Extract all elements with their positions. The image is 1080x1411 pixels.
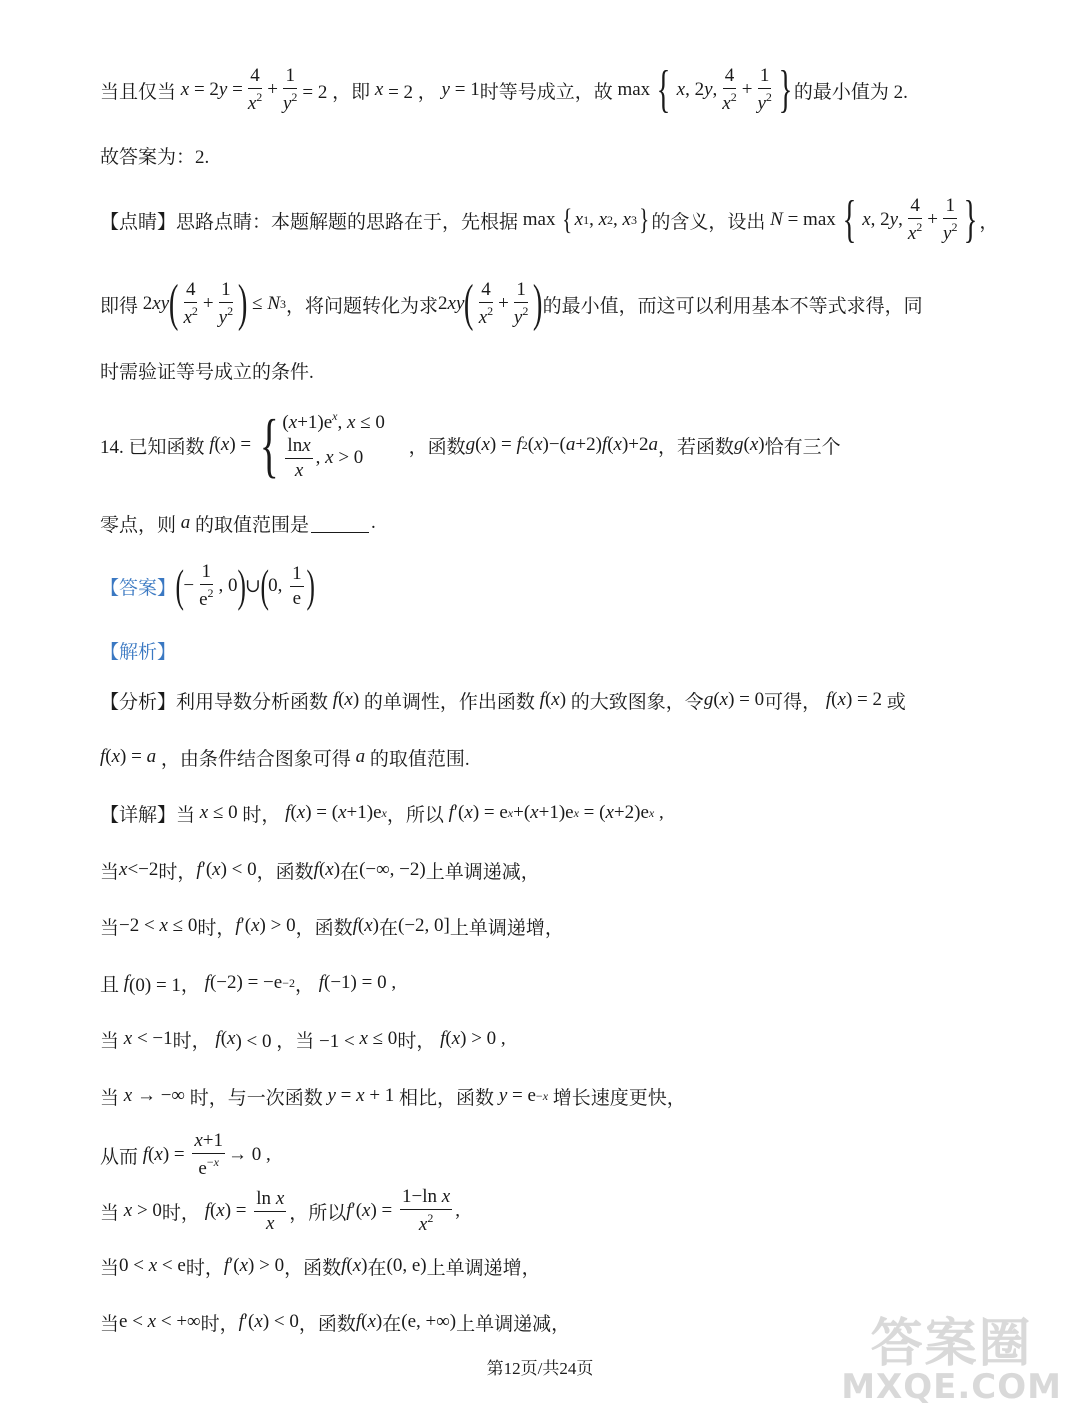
detail-line-3: 当 −2 < x ≤ 0 时， f ′( x ) > 0 ，函数 f ( x ) 在 (−2, 0] 上单调递增，: [100, 915, 564, 939]
line-4: 即得 2 xy ( $\frac{4}{x^2}$ + $\frac{1}{y^2}$ ) ≤ N 3 ，将问题转化为求 2 xy ( $\frac{4}{x^2}$ + $\frac{1}{y^2}$ ) 的最小值，而这可以利用基本不等式求得，同: [100, 275, 923, 332]
watermark-logo: 答案圈 MXQE.COM: [841, 1314, 1062, 1407]
line-3: 【点睛】 思路点睛：本题解题的思路在于，先根据 max { x 1 , x 2 , x 3 } 的含义，设出 N = max { x , 2 y , $\frac{4}{x^2}$ + $\frac{1}{y^2}$ } ，: [100, 191, 999, 248]
analysis-line-1: 【分析】 利用导数分析函数 f ( x ) 的单调性，作出函数 f ( x ) 的大致图象，令 g ( x ) = 0 可得， f ( x ) = 2 或: [100, 689, 906, 713]
detail-line-5: 当 x < −1 时， f ( x ) < 0 ，当 −1 < x ≤ 0 时， f ( x ) > 0 ,: [100, 1028, 506, 1052]
jiexi-label-line: [100, 630, 176, 670]
question-14: 14. 已知函数 f ( x ) = { $(x+1)e^x$, x ≤ 0 $\frac{\ln x}{x}$ , x > 0 ，函数 g ( x ) = f 2 ( x )−( a +2) f ( x )+2 a ，若函数 g ( x ) 恰有三个: [100, 405, 841, 485]
detail-line-10: 当 e < x < +∞ 时， f ′( x ) < 0 ，函数 f ( x ) 在 (e, +∞) 上单调递减，: [100, 1311, 571, 1335]
detail-line-7: 从而 f ( x ) = $\frac{x+1}{e^{-x}}$ → 0 ,: [100, 1130, 271, 1179]
detail-line-6: 当 x → −∞ 时，与一次函数 y = x + 1 相比，函数 y = e −x 增长速度更快，: [100, 1085, 686, 1109]
detail-line-9: 当 0 < x < e 时， f ′( x ) > 0 ，函数 f ( x ) 在 (0, e) 上单调递增，: [100, 1255, 541, 1279]
answer-blank: [311, 514, 369, 533]
line-1: 当且仅当 x = 2 y = $\frac{4}{x^2}$ + $\frac{1}{y^2}$ = 2 ，即 x = 2 ， y = 1 时等号成立，故 max { x , 2 y , $\frac{4}{x^2}$ + $\frac{1}{y^2}$ } 的最小值为 2.: [100, 61, 908, 118]
question-14-line-2: 零点，则 a 的取值范围是 .: [100, 512, 376, 536]
analysis-line-2: f ( x ) = a ，由条件结合图象可得 a 的取值范围.: [100, 746, 470, 770]
jiexi-label: 【解析】: [100, 641, 177, 663]
answer-label: 【答案】: [100, 577, 177, 599]
line-5: 时需验证等号成立的条件.: [100, 361, 314, 383]
detail-line-4: 且 f (0) = 1， f (−2) = −e −2 ， f (−1) = 0 ,: [100, 972, 397, 996]
line-2: 故答案为：2.: [100, 146, 210, 168]
answer-line: 【答案】 ( − $\frac{1}{e^2}$ , 0 ) ∪ ( 0, $\frac{1}{e}$ ): [100, 560, 315, 611]
detail-line-1: 【详解】 当 x ≤ 0 时， f ( x ) = ( x +1)e x ，所以 f ′( x ) = e x +( x +1)e x = ( x +2)e x ,: [100, 802, 664, 826]
detail-line-2: 当 x <−2 时， f ′( x ) < 0 ，函数 f ( x ) 在 (−∞, −2) 上单调递减，: [100, 859, 540, 883]
page-number: 第12页/共24页: [486, 1359, 594, 1378]
detail-line-8: 当 x > 0 时， f ( x ) = $\frac{\text{ln x}}{x}$ ，所以 f ′( x ) = $\frac{\text{1−ln x}}{x^2}$ ,: [100, 1186, 460, 1235]
